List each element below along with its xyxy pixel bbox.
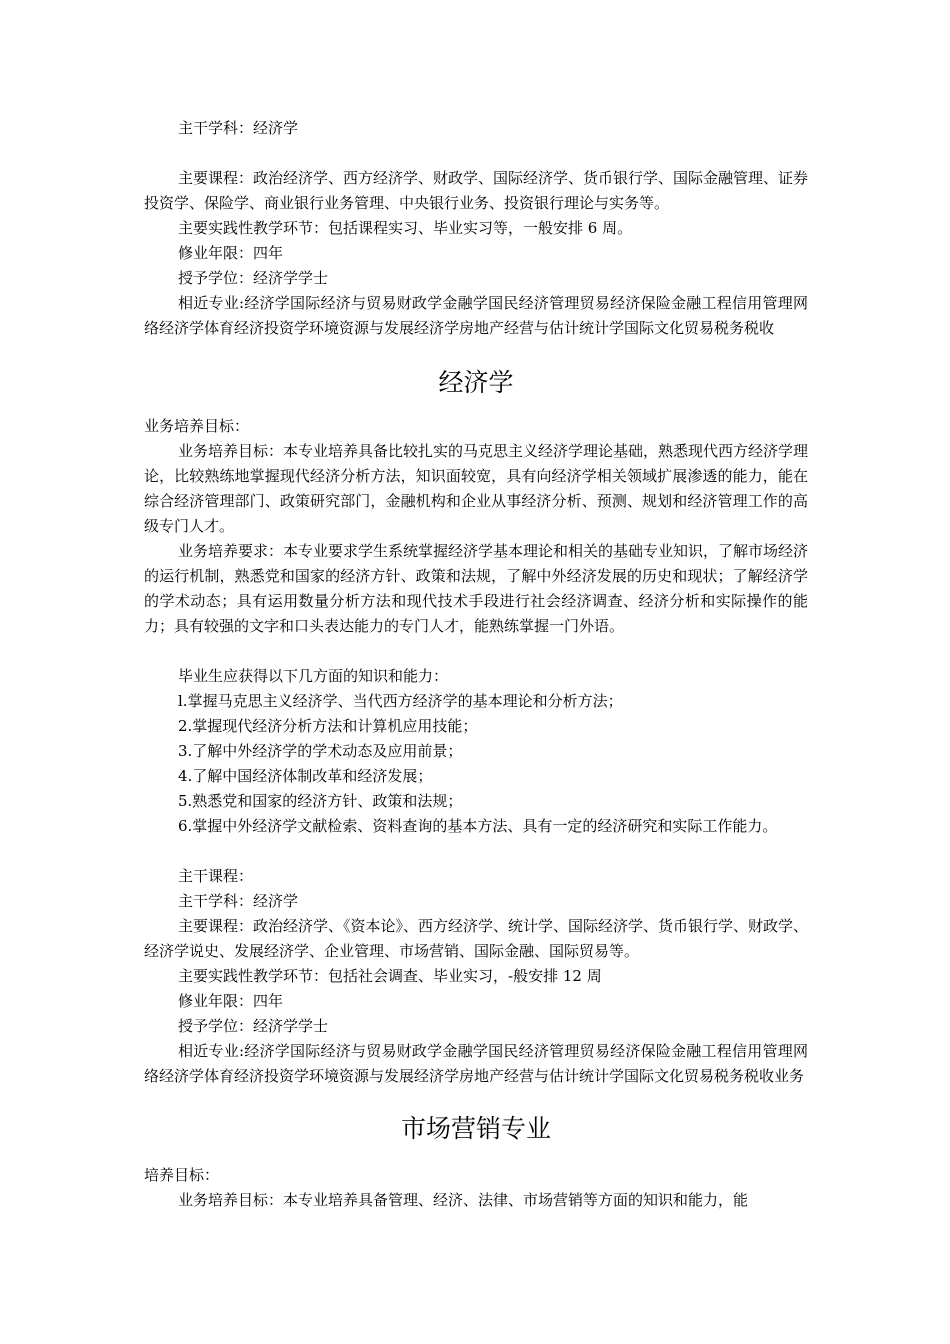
s2-ability-2: 2.掌握现代经济分析方法和计算机应用技能； <box>178 717 478 735</box>
s2-goal-heading: 业务培养目标： <box>144 417 250 435</box>
s1-related: 相近专业:经济学国际经济与贸易财政学金融学国民经济管理贸易经济保险金融工程信用管理网络经济学体育经济投资学环境资源与发展经济学房地产经营与估计统计学国际文化贸易税务税收 <box>144 294 808 337</box>
s3-title: 市场营销专业 <box>400 1114 551 1143</box>
s2-main-course-heading: 主干课程： <box>178 867 254 885</box>
s2-goal: 业务培养目标：本专业培养具备比较扎实的马克思主义经济学理论基础，熟悉现代西方经济学理论，比较熟练地掌握现代经济分析方法，知识面较宽，具有向经济学相关领域扩展渗透的能力，能在综合经济管理部门、政策研究部门，金融机构和企业从事经济分析、预测、规划和经济管理工作的高级专门人才。 <box>144 442 809 535</box>
s3-goal: 业务培养目标：本专业培养具备管理、经济、法律、市场营销等方面的知识和能力，能 <box>178 1191 749 1209</box>
s2-duration: 修业年限：四年 <box>178 992 284 1010</box>
s1-degree: 授予学位：经济学学士 <box>178 269 329 287</box>
s2-ability-4: 4.了解中国经济体制改革和经济发展； <box>178 767 433 785</box>
s3-goal-heading: 培养目标： <box>144 1166 220 1184</box>
s2-ability-1: l.掌握马克思主义经济学、当代西方经济学的基本理论和分析方法； <box>178 692 623 710</box>
s2-main-courses: 主要课程：政治经济学、《资本论》、西方经济学、统计学、国际经济学、货币银行学、财政学、经济学说史、发展经济学、企业管理、市场营销、国际金融、国际贸易等。 <box>144 917 809 960</box>
s2-practice: 主要实践性教学环节：包括社会调查、毕业实习，-般安排 12 周 <box>178 967 602 985</box>
s2-main-subject: 主干学科：经济学 <box>178 892 299 910</box>
s1-main-courses: 主要课程：政治经济学、西方经济学、财政学、国际经济学、货币银行学、国际金融管理、证券投资学、保险学、商业银行业务管理、中央银行业务、投资银行理论与实务等。 <box>144 169 809 212</box>
s2-related: 相近专业:经济学国际经济与贸易财政学金融学国民经济管理贸易经济保险金融工程信用管理网络经济学体育经济投资学环境资源与发展经济学房地产经营与估计统计学国际文化贸易税务税收业务 <box>144 1042 808 1085</box>
s1-duration: 修业年限：四年 <box>178 244 284 262</box>
s2-requirement: 业务培养要求：本专业要求学生系统掌握经济学基本理论和相关的基础专业知识，了解市场经济的运行机制，熟悉党和国家的经济方针、政策和法规，了解中外经济发展的历史和现状；了解经济学的学术动态；具有运用数量分析方法和现代技术手段进行社会经济调查、经济分析和实际操作的能力；具有较强的文字和口头表达能力的专门人才，能熟练掌握一门外语。 <box>144 542 809 635</box>
s2-ability-3: 3.了解中外经济学的学术动态及应用前景； <box>178 742 463 760</box>
s2-ability-5: 5.熟悉党和国家的经济方针、政策和法规； <box>178 792 463 810</box>
s1-practice: 主要实践性教学环节：包括课程实习、毕业实习等，一般安排 6 周。 <box>178 219 633 237</box>
s1-main-subject: 主干学科：经济学 <box>178 119 299 137</box>
s2-title: 经济学 <box>438 368 514 397</box>
s2-ability-6: 6.掌握中外经济学文献检索、资料查询的基本方法、具有一定的经济研究和实际工作能力。 <box>178 817 778 835</box>
s2-abilities-intro: 毕业生应获得以下几方面的知识和能力： <box>178 667 449 685</box>
s2-degree: 授予学位：经济学学士 <box>178 1017 329 1035</box>
